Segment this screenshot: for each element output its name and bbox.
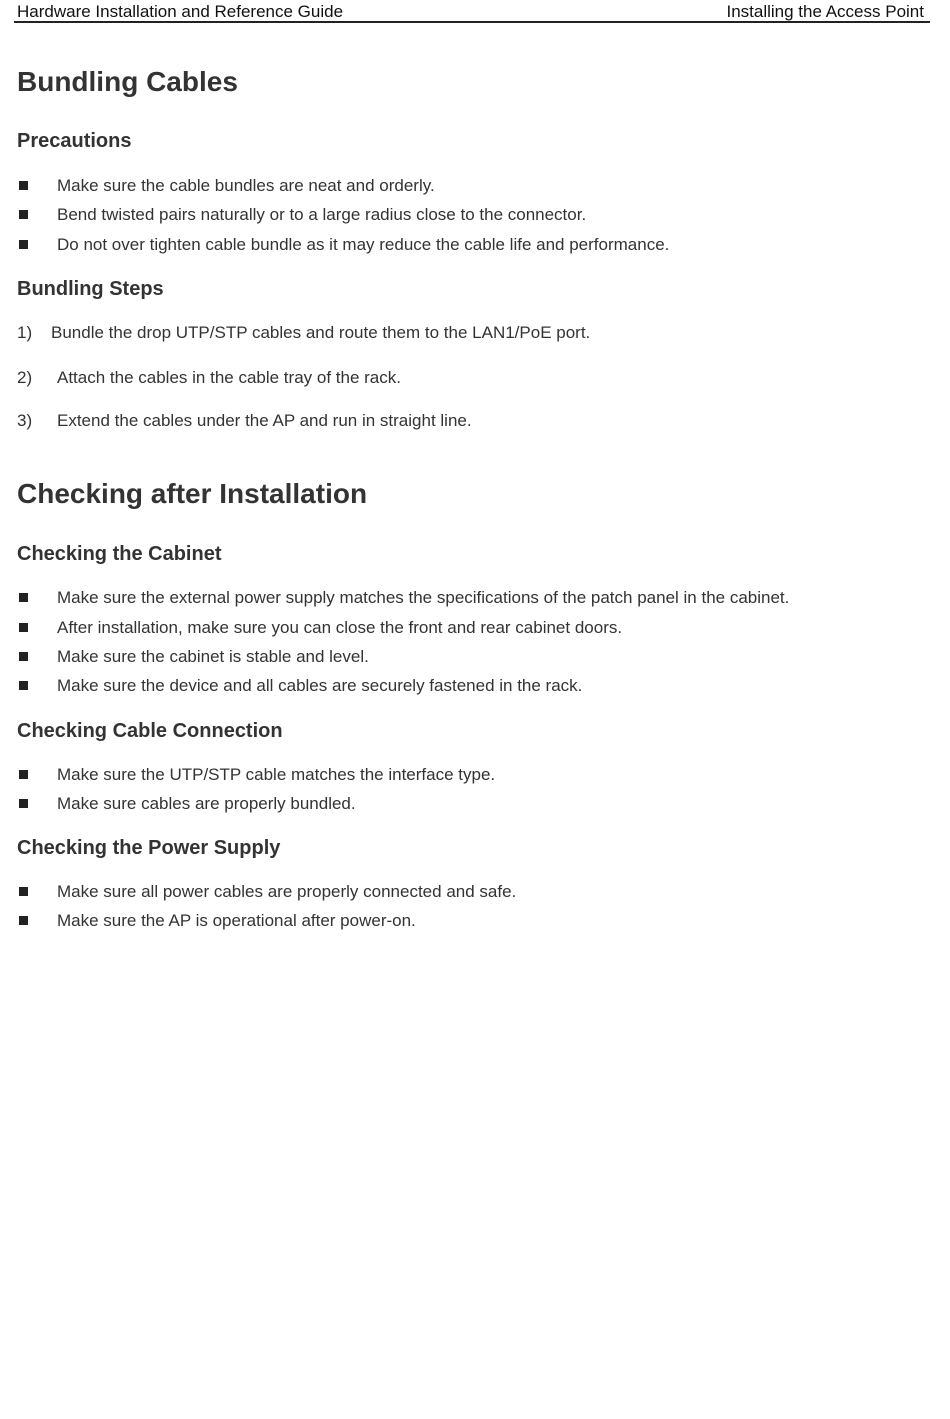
square-bullet-icon — [19, 210, 28, 219]
list-item-text: Make sure cables are properly bundled. — [57, 794, 356, 813]
heading-precautions: Precautions — [17, 130, 132, 152]
list-item-text: Make sure the external power supply matches the specifications of the patch panel in the cabinet. — [57, 588, 790, 607]
square-bullet-icon — [19, 681, 28, 690]
square-bullet-icon — [19, 240, 28, 249]
list-item-text: After installation, make sure you can close the front and rear cabinet doors. — [57, 618, 623, 637]
heading-checking-power-supply: Checking the Power Supply — [17, 837, 281, 859]
heading-checking-cabinet: Checking the Cabinet — [17, 543, 222, 565]
header-chapter-title: Installing the Access Point — [726, 2, 924, 21]
list-item-text: Make sure the cable bundles are neat and orderly. — [57, 176, 435, 195]
square-bullet-icon — [19, 181, 28, 190]
heading-checking-after-installation: Checking after Installation — [17, 478, 368, 509]
heading-checking-cable-connection: Checking Cable Connection — [17, 720, 283, 742]
step-text: Attach the cables in the cable tray of the rack. — [57, 368, 401, 387]
heading-bundling-cables: Bundling Cables — [17, 66, 238, 97]
step-number: 1) — [17, 323, 33, 342]
step-number: 2) — [17, 368, 33, 387]
header-guide-title: Hardware Installation and Reference Guide — [17, 2, 344, 21]
square-bullet-icon — [19, 916, 28, 925]
heading-bundling-steps: Bundling Steps — [17, 278, 164, 300]
list-item-text: Bend twisted pairs naturally or to a large radius close to the connector. — [57, 205, 587, 224]
list-item-text: Make sure the UTP/STP cable matches the interface type. — [57, 765, 496, 784]
square-bullet-icon — [19, 770, 28, 779]
list-item-text: Make sure all power cables are properly connected and safe. — [57, 882, 517, 901]
square-bullet-icon — [19, 652, 28, 661]
page-header — [14, 0, 930, 23]
list-item-text: Make sure the cabinet is stable and level. — [57, 647, 369, 666]
square-bullet-icon — [19, 593, 28, 602]
step-text: Extend the cables under the AP and run in straight line. — [57, 411, 472, 430]
step-text: Bundle the drop UTP/STP cables and route them to the LAN1/PoE port. — [51, 323, 591, 342]
list-item-text: Make sure the AP is operational after power-on. — [57, 911, 416, 930]
square-bullet-icon — [19, 623, 28, 632]
square-bullet-icon — [19, 887, 28, 896]
list-item-text: Do not over tighten cable bundle as it may reduce the cable life and performance. — [57, 235, 670, 254]
square-bullet-icon — [19, 799, 28, 808]
list-item-text: Make sure the device and all cables are securely fastened in the rack. — [57, 676, 583, 695]
step-number: 3) — [17, 411, 33, 430]
